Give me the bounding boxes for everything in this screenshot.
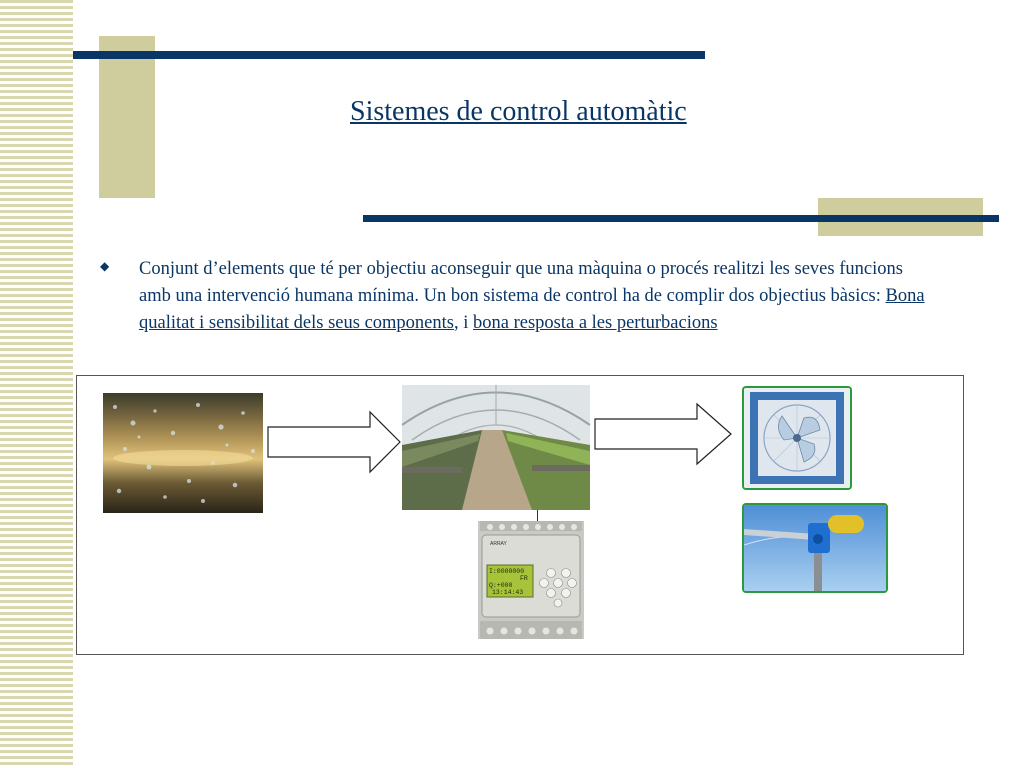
arrow-right-icon bbox=[266, 410, 404, 474]
plc-screen-line-3: Q:+000 bbox=[489, 582, 513, 589]
ventilation-fan-photo bbox=[742, 386, 852, 490]
top-navy-rule bbox=[73, 51, 705, 59]
plc-screen-line-4: 13:14:43 bbox=[492, 589, 524, 596]
plc-screen-line-1: I:0000000 bbox=[489, 568, 525, 575]
bullet-text-1: Conjunt d’elements que té per objectiu aconseguir que una màquina o procés realitzi les seves funcions amb una intervenció humana mínima. Un bon sistema de control ha de complir dos objectius bàsics: bbox=[139, 259, 903, 306]
bullet-paragraph bbox=[139, 256, 939, 337]
greenhouse-photo bbox=[402, 385, 590, 510]
link-quality-components[interactable]: Bona qualitat i sensibilitat dels seus components bbox=[139, 286, 925, 333]
left-stripe-decoration bbox=[0, 0, 73, 768]
bottom-navy-rule bbox=[363, 215, 999, 222]
plc-screen-line-2: FR bbox=[520, 575, 528, 582]
link-disturbance-response[interactable]: bona resposta a les perturbacions bbox=[473, 313, 718, 333]
bullet-text-2: , i bbox=[453, 313, 473, 333]
arrow-right-icon bbox=[593, 402, 735, 466]
rain-sunset-photo bbox=[103, 393, 263, 513]
top-khaki-block bbox=[99, 36, 155, 198]
irrigation-sprinkler-photo bbox=[742, 503, 888, 593]
bullet-diamond-icon: ◆ bbox=[100, 259, 110, 273]
control-system-diagram bbox=[76, 375, 964, 655]
plc-controller-photo bbox=[478, 521, 584, 639]
plc-brand: ARRAY bbox=[490, 541, 507, 547]
page-title: Sistemes de control automàtic bbox=[350, 96, 687, 127]
